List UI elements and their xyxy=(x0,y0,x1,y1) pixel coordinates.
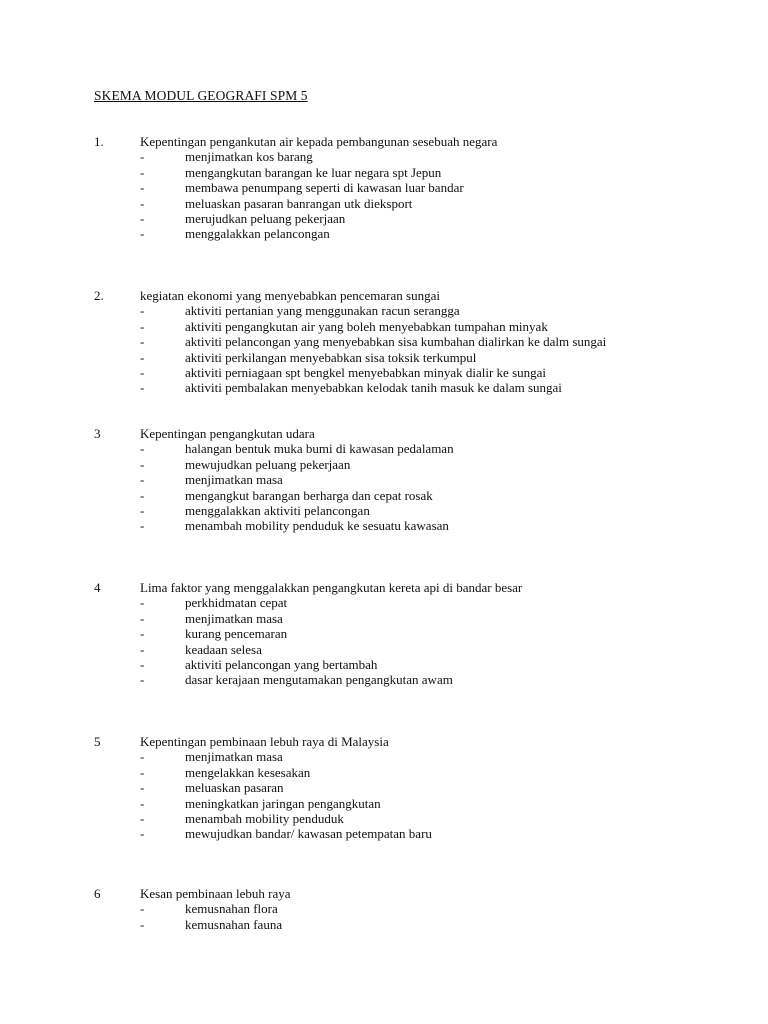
list-dash: - xyxy=(140,318,145,334)
list-item-text: mengelakkan kesesakan xyxy=(185,764,311,780)
list-item xyxy=(0,642,768,657)
list-item xyxy=(0,319,768,334)
list-item xyxy=(0,749,768,764)
list-item-text: mewujudkan bandar/ kawasan petempatan baru xyxy=(185,826,432,842)
list-item-text: menambah mobility penduduk xyxy=(185,810,344,826)
list-dash: - xyxy=(140,164,145,180)
list-item-text: meningkatkan jaringan pengangkutan xyxy=(185,795,381,811)
question-number: 6 xyxy=(94,886,101,901)
list-dash: - xyxy=(140,595,145,611)
list-dash: - xyxy=(140,502,145,518)
list-dash: - xyxy=(140,487,145,503)
list-dash: - xyxy=(140,226,145,242)
question-row xyxy=(0,134,768,149)
list-item xyxy=(0,303,768,318)
list-item-text: membawa penumpang seperti di kawasan luar bandar xyxy=(185,180,464,196)
section-1 xyxy=(0,134,768,242)
list-item-text: menjimatkan masa xyxy=(185,749,283,765)
list-item xyxy=(0,196,768,211)
list-item xyxy=(0,365,768,380)
list-item xyxy=(0,657,768,672)
list-dash: - xyxy=(140,180,145,196)
list-dash: - xyxy=(140,672,145,688)
list-dash: - xyxy=(140,826,145,842)
section-4 xyxy=(0,580,768,688)
list-item xyxy=(0,917,768,932)
list-item-text: halangan bentuk muka bumi di kawasan pedalaman xyxy=(185,441,454,457)
list-dash: - xyxy=(140,749,145,765)
list-dash: - xyxy=(140,901,145,917)
question-heading: kegiatan ekonomi yang menyebabkan pencemaran sungai xyxy=(140,288,440,303)
question-row xyxy=(0,288,768,303)
list-item-text: kurang pencemaran xyxy=(185,626,288,642)
list-item-text: aktiviti pelancongan yang menyebabkan sisa kumbahan dialirkan ke dalm sungai xyxy=(185,334,607,350)
list-item xyxy=(0,149,768,164)
question-number: 3 xyxy=(94,426,101,441)
question-heading: Kesan pembinaan lebuh raya xyxy=(140,886,291,901)
question-number: 5 xyxy=(94,734,101,749)
list-item-text: dasar kerajaan mengutamakan pengangkutan awam xyxy=(185,672,453,688)
question-number: 4 xyxy=(94,580,101,595)
list-item-text: meluaskan pasaran xyxy=(185,780,284,796)
list-item-text: menjimatkan kos barang xyxy=(185,149,313,165)
list-item-text: kemusnahan fauna xyxy=(185,916,283,932)
question-heading: Kepentingan pembinaan lebuh raya di Malaysia xyxy=(140,734,389,749)
list-item xyxy=(0,765,768,780)
list-item xyxy=(0,626,768,641)
list-item-text: kemusnahan flora xyxy=(185,901,278,917)
question-heading: Lima faktor yang menggalakkan pengangkutan kereta api di bandar besar xyxy=(140,580,523,595)
list-item xyxy=(0,472,768,487)
list-item-text: meluaskan pasaran banrangan utk dieksport xyxy=(185,195,413,211)
list-item xyxy=(0,672,768,687)
list-item xyxy=(0,518,768,533)
list-item xyxy=(0,811,768,826)
list-item-text: merujudkan peluang pekerjaan xyxy=(185,210,346,226)
list-item-text: aktiviti pelancongan yang bertambah xyxy=(185,656,378,672)
list-dash: - xyxy=(140,441,145,457)
list-item xyxy=(0,350,768,365)
section-6 xyxy=(0,886,768,932)
list-item-text: mengangkut barangan berharga dan cepat rosak xyxy=(185,487,433,503)
list-dash: - xyxy=(140,149,145,165)
list-item-text: aktiviti perniagaan spt bengkel menyebabkan minyak dialir ke sungai xyxy=(185,364,547,380)
list-dash: - xyxy=(140,518,145,534)
list-dash: - xyxy=(140,334,145,350)
list-dash: - xyxy=(140,472,145,488)
question-row xyxy=(0,734,768,749)
list-dash: - xyxy=(140,656,145,672)
list-item xyxy=(0,180,768,195)
list-item-text: menjimatkan masa xyxy=(185,610,283,626)
list-dash: - xyxy=(140,456,145,472)
list-item-text: aktiviti pengangkutan air yang boleh menyebabkan tumpahan minyak xyxy=(185,318,548,334)
list-item xyxy=(0,165,768,180)
list-dash: - xyxy=(140,303,145,319)
list-dash: - xyxy=(140,210,145,226)
list-dash: - xyxy=(140,780,145,796)
list-dash: - xyxy=(140,364,145,380)
list-item xyxy=(0,380,768,395)
list-item-text: aktiviti pertanian yang menggunakan racun serangga xyxy=(185,303,460,319)
list-dash: - xyxy=(140,380,145,396)
list-item xyxy=(0,611,768,626)
list-item-text: aktiviti pembalakan menyebabkan kelodak tanih masuk ke dalam sungai xyxy=(185,380,562,396)
section-2 xyxy=(0,288,768,396)
list-item xyxy=(0,826,768,841)
list-dash: - xyxy=(140,195,145,211)
list-dash: - xyxy=(140,610,145,626)
list-dash: - xyxy=(140,641,145,657)
question-number: 2. xyxy=(94,288,104,303)
question-row xyxy=(0,426,768,441)
list-item xyxy=(0,901,768,916)
list-item xyxy=(0,780,768,795)
list-item xyxy=(0,211,768,226)
list-item xyxy=(0,796,768,811)
section-3 xyxy=(0,426,768,534)
list-dash: - xyxy=(140,626,145,642)
document-title: SKEMA MODUL GEOGRAFI SPM 5 xyxy=(94,88,308,103)
list-item xyxy=(0,226,768,241)
list-item-text: menjimatkan masa xyxy=(185,472,283,488)
list-item-text: mengangkutan barangan ke luar negara spt Jepun xyxy=(185,164,442,180)
question-heading: Kepentingan pengankutan air kepada pembangunan sesebuah negara xyxy=(140,134,498,149)
list-item xyxy=(0,595,768,610)
question-row xyxy=(0,580,768,595)
list-dash: - xyxy=(140,795,145,811)
list-item-text: menggalakkan aktiviti pelancongan xyxy=(185,502,370,518)
list-dash: - xyxy=(140,764,145,780)
list-item-text: menggalakkan pelancongan xyxy=(185,226,330,242)
list-item xyxy=(0,503,768,518)
list-item-text: perkhidmatan cepat xyxy=(185,595,288,611)
list-dash: - xyxy=(140,916,145,932)
question-number: 1. xyxy=(94,134,104,149)
list-item-text: mewujudkan peluang pekerjaan xyxy=(185,456,351,472)
list-item-text: keadaan selesa xyxy=(185,641,262,657)
list-dash: - xyxy=(140,810,145,826)
list-item-text: menambah mobility penduduk ke sesuatu kawasan xyxy=(185,518,449,534)
question-row xyxy=(0,886,768,901)
section-5 xyxy=(0,734,768,842)
list-item xyxy=(0,488,768,503)
list-item xyxy=(0,334,768,349)
list-item-text: aktiviti perkilangan menyebabkan sisa toksik terkumpul xyxy=(185,349,477,365)
list-dash: - xyxy=(140,349,145,365)
list-item xyxy=(0,457,768,472)
question-heading: Kepentingan pengangkutan udara xyxy=(140,426,315,441)
list-item xyxy=(0,441,768,456)
